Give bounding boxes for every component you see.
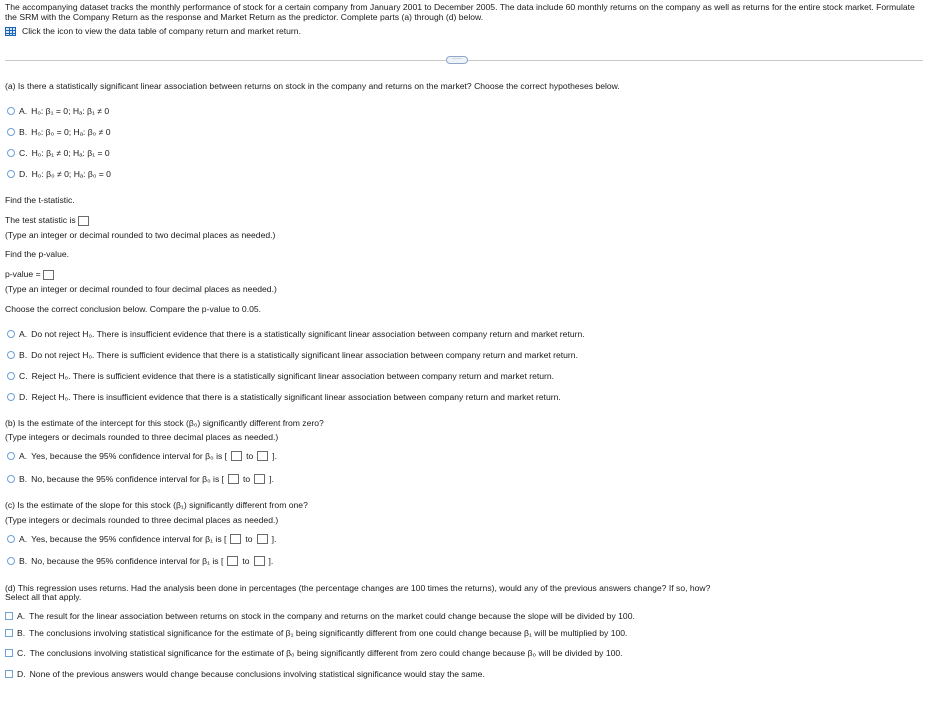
- part-b-question: (b) Is the estimate of the intercept for this stock (β₀) significantly different from zero?: [5, 418, 324, 428]
- conclusion-option-d[interactable]: [7, 392, 561, 402]
- interval-to-label: to: [242, 556, 250, 566]
- interval-lower-input[interactable]: [228, 474, 239, 484]
- interval-to-label: to: [243, 474, 251, 484]
- option-letter: B.: [19, 350, 28, 360]
- conclusion-option-a[interactable]: [7, 329, 585, 339]
- radio-button[interactable]: [7, 475, 15, 483]
- option-text: Do not reject H₀. There is sufficient evidence that there is a statistically significant linear association between company return and market return.: [31, 350, 578, 360]
- option-letter: C.: [19, 148, 28, 158]
- part-a-question: (a) Is there a statistically significant linear association between returns on stock in the company and returns on the market? Choose the correct hypotheses below.: [5, 81, 620, 91]
- p-value-hint: (Type an integer or decimal rounded to four decimal places as needed.): [5, 284, 277, 294]
- p-value-label: p-value =: [5, 269, 41, 279]
- checkbox[interactable]: [5, 670, 13, 678]
- interval-lower-input[interactable]: [227, 556, 238, 566]
- part-c-question: (c) Is the estimate of the slope for this stock (β₁) significantly different from one?: [5, 500, 308, 510]
- interval-close: ].: [271, 534, 277, 544]
- part-c-option-a[interactable]: [7, 534, 276, 544]
- interval-to-label: to: [246, 451, 254, 461]
- option-text: H₀: β₀ ≠ 0; Hₐ: β₀ = 0: [31, 169, 111, 179]
- part-d-option-c[interactable]: [5, 648, 623, 658]
- find-p-label: Find the p-value.: [5, 249, 70, 259]
- radio-button[interactable]: [7, 149, 15, 157]
- find-t-label: Find the t-statistic.: [5, 195, 75, 205]
- option-letter: B.: [19, 474, 28, 484]
- option-letter: A.: [19, 534, 28, 544]
- conclusion-prompt: Choose the correct conclusion below. Compare the p-value to 0.05.: [5, 304, 262, 314]
- p-value-row: [5, 269, 54, 280]
- option-text: Yes, because the 95% confidence interval for β₀ is [: [31, 451, 228, 461]
- hypothesis-option-a[interactable]: [7, 106, 109, 116]
- radio-button[interactable]: [7, 372, 15, 380]
- conclusion-option-b[interactable]: [7, 350, 578, 360]
- t-statistic-input[interactable]: [78, 216, 89, 226]
- option-text: None of the previous answers would change because conclusions involving statistical significance would stay the same.: [29, 669, 485, 679]
- checkbox[interactable]: [5, 629, 13, 637]
- option-letter: A.: [19, 106, 28, 116]
- radio-button[interactable]: [7, 170, 15, 178]
- hypothesis-option-b[interactable]: [7, 127, 111, 137]
- option-text: H₀: β₁ ≠ 0; Hₐ: β₁ = 0: [31, 148, 110, 158]
- intro-text: The accompanying dataset tracks the monthly performance of stock for a certain company from January 2001 to December 2005. The data include 60 monthly returns on the company as well as returns for the entire stock market. Formulate the SRM with the Company Return as the response and Market Return as the predictor. Complete parts (a) through (d) below.: [5, 2, 915, 22]
- interval-close: ].: [268, 556, 274, 566]
- option-letter: B.: [19, 556, 28, 566]
- option-letter: A.: [19, 451, 28, 461]
- t-statistic-hint: (Type an integer or decimal rounded to two decimal places as needed.): [5, 230, 276, 240]
- hypothesis-option-d[interactable]: [7, 169, 111, 179]
- table-icon[interactable]: [5, 27, 16, 36]
- option-text: Reject H₀. There is insufficient evidence that there is a statistically significant linear association between company return and market return.: [31, 392, 561, 402]
- option-letter: C.: [19, 371, 28, 381]
- option-letter: D.: [17, 669, 26, 679]
- interval-upper-input[interactable]: [257, 534, 268, 544]
- option-letter: D.: [19, 392, 28, 402]
- interval-upper-input[interactable]: [254, 556, 265, 566]
- data-table-link-label: Click the icon to view the data table of company return and market return.: [22, 26, 301, 36]
- part-b-option-b[interactable]: [7, 474, 274, 484]
- checkbox[interactable]: [5, 612, 13, 620]
- hypothesis-option-c[interactable]: [7, 148, 110, 158]
- part-d-option-a[interactable]: [5, 611, 635, 621]
- conclusion-option-c[interactable]: [7, 371, 554, 381]
- checkbox[interactable]: [5, 649, 13, 657]
- part-c-hint: (Type integers or decimals rounded to three decimal places as needed.): [5, 515, 279, 525]
- option-text: Do not reject H₀. There is insufficient evidence that there is a statistically significant linear association between company return and market return.: [31, 329, 585, 339]
- option-text: The result for the linear association between returns on stock in the company and returns on the market could change because the slope will be divided by 100.: [29, 611, 635, 621]
- radio-button[interactable]: [7, 557, 15, 565]
- option-text: Reject H₀. There is sufficient evidence that there is a statistically significant linear association between company return and market return.: [31, 371, 555, 381]
- option-text: H₀: β₁ = 0; Hₐ: β₁ ≠ 0: [31, 106, 110, 116]
- radio-button[interactable]: [7, 393, 15, 401]
- expand-more-button[interactable]: ·····: [446, 56, 468, 64]
- select-all-label: Select all that apply.: [5, 592, 82, 602]
- interval-lower-input[interactable]: [231, 451, 242, 461]
- interval-to-label: to: [245, 534, 253, 544]
- option-text: H₀: β₀ = 0; Hₐ: β₀ ≠ 0: [31, 127, 111, 137]
- option-text: The conclusions involving statistical significance for the estimate of β₀ being significantly different from zero could change because β₀ will be divided by 100.: [29, 648, 623, 658]
- t-statistic-row: [5, 215, 89, 226]
- option-letter: A.: [19, 329, 28, 339]
- data-table-link[interactable]: [5, 26, 301, 36]
- radio-button[interactable]: [7, 535, 15, 543]
- interval-close: ].: [272, 451, 278, 461]
- t-statistic-label: The test statistic is: [5, 215, 76, 225]
- p-value-input[interactable]: [43, 270, 54, 280]
- interval-upper-input[interactable]: [254, 474, 265, 484]
- interval-lower-input[interactable]: [230, 534, 241, 544]
- part-c-option-b[interactable]: [7, 556, 273, 566]
- radio-button[interactable]: [7, 351, 15, 359]
- radio-button[interactable]: [7, 452, 15, 460]
- option-text: The conclusions involving statistical significance for the estimate of β₁ being significantly different from one could change because β₁ will be multiplied by 100.: [29, 628, 628, 638]
- part-d-question: (d) This regression uses returns. Had the analysis been done in percentages (the percentage changes are 100 times the returns), would any of the previous answers change? If so, how?: [5, 583, 711, 593]
- radio-button[interactable]: [7, 107, 15, 115]
- part-d-option-b[interactable]: [5, 628, 627, 638]
- option-text: Yes, because the 95% confidence interval for β₁ is [: [31, 534, 227, 544]
- interval-upper-input[interactable]: [257, 451, 268, 461]
- radio-button[interactable]: [7, 330, 15, 338]
- interval-close: ].: [269, 474, 274, 484]
- part-b-hint: (Type integers or decimals rounded to three decimal places as needed.): [5, 432, 279, 442]
- part-b-option-a[interactable]: [7, 451, 277, 461]
- option-letter: D.: [19, 169, 28, 179]
- option-letter: B.: [17, 628, 26, 638]
- option-letter: C.: [17, 648, 26, 658]
- option-text: No, because the 95% confidence interval for β₀ is [: [31, 474, 225, 484]
- radio-button[interactable]: [7, 128, 15, 136]
- option-text: No, because the 95% confidence interval for β₁ is [: [31, 556, 224, 566]
- option-letter: B.: [19, 127, 28, 137]
- part-d-option-d[interactable]: [5, 669, 485, 679]
- option-letter: A.: [17, 611, 26, 621]
